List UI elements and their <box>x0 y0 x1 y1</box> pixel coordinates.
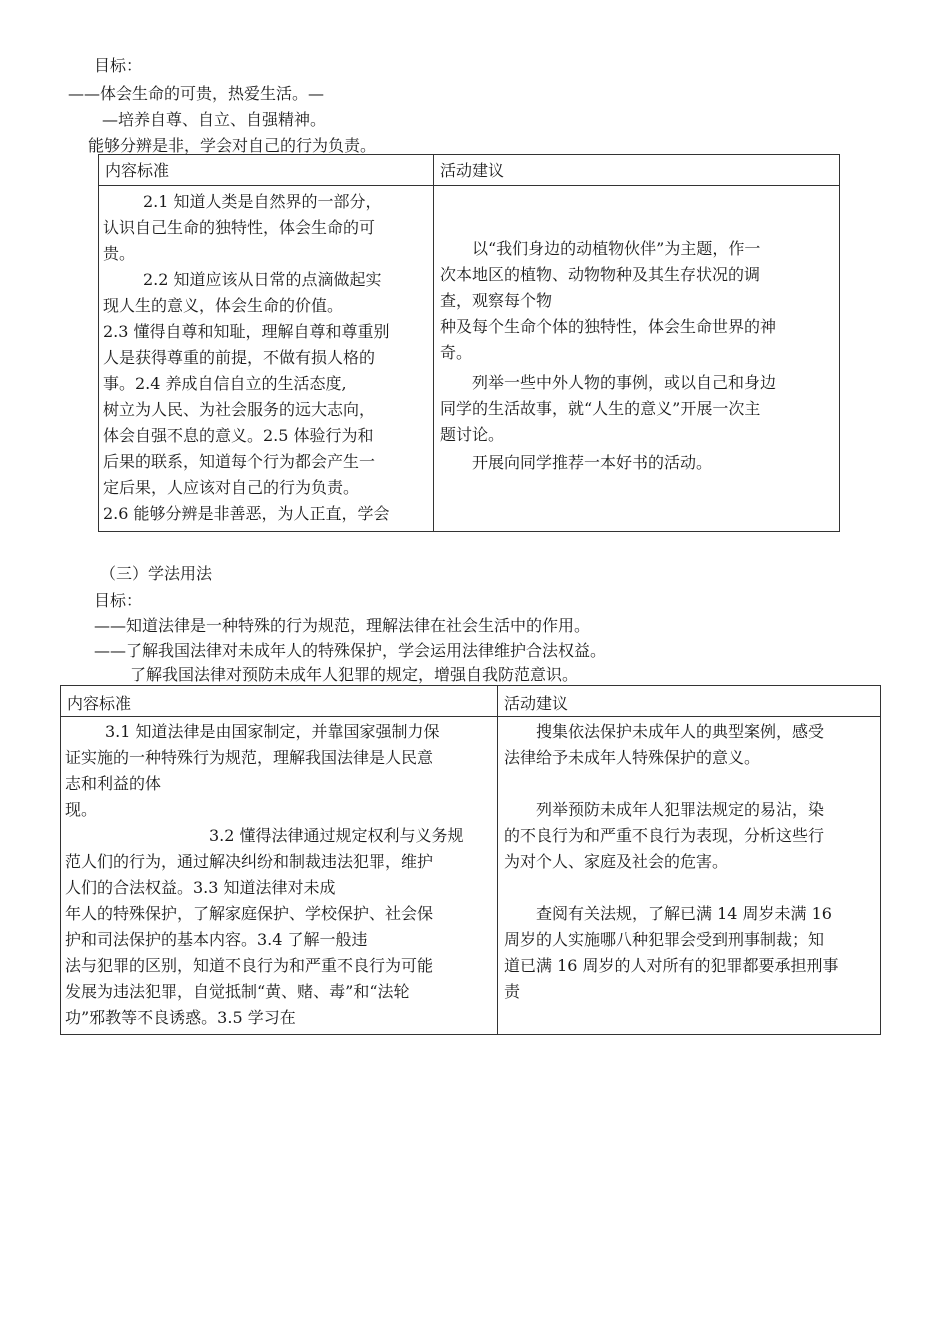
spacer <box>504 875 876 897</box>
text-line: 定后果，人应该对自己的行为负责。 <box>103 478 360 497</box>
text-line: 法与犯罪的区别，知道不良行为和严重不良行为可能 <box>65 956 434 975</box>
text-line: 贵。 <box>103 244 136 263</box>
text-line: 事。2.4 养成自信自立的生活态度, <box>103 374 347 393</box>
text-line: 年人的特殊保护，了解家庭保护、学校保护、社会保 <box>65 904 434 923</box>
text-line: 人们的合法权益。3.3 知道法律对未成 <box>65 878 336 897</box>
text-line: 人是获得尊重的前提，不做有损人格的 <box>103 348 376 367</box>
text-line: 2.1 知道人类是自然界的一部分， <box>143 192 382 211</box>
text-line: 列举一些中外人物的事例，或以自己和身边 <box>472 373 777 392</box>
column-header-content: 内容标准 <box>99 155 434 186</box>
activity-suggestion-cell <box>434 186 840 532</box>
activity-suggestion-cell <box>498 717 881 1035</box>
text-line: 2.3 懂得自尊和知耻，理解自尊和尊重别 <box>103 322 390 341</box>
text-line: 护和司法保护的基本内容。3.4 了解一般违 <box>65 930 368 949</box>
goal-item: 能够分辨是非，学会对自己的行为负责。 <box>88 136 377 155</box>
text-line: 范人们的行为，通过解决纠纷和制裁违法犯罪，维护 <box>65 852 434 871</box>
column-header-content: 内容标准 <box>61 686 498 717</box>
content-standard-cell <box>99 186 434 532</box>
text-line: 次本地区的植物、动物物种及其生存状况的调 <box>440 265 761 284</box>
text-line: 道已满 16 周岁的人对所有的犯罪都要承担刑事 <box>504 956 839 975</box>
text-line: 法律给予未成年人特殊保护的意义。 <box>504 748 761 767</box>
text-line: 后果的联系，知道每个行为都会产生一 <box>103 452 376 471</box>
goal-item: ——了解我国法律对未成年人的特殊保护，学会运用法律维护合法权益。 <box>94 641 607 660</box>
goal-item: ——知道法律是一种特殊的行为规范，理解法律在社会生活中的作用。 <box>94 616 591 635</box>
text-line: 题讨论。 <box>440 425 505 444</box>
text-line: 发展为违法犯罪，自觉抵制“黄、赌、毒”和“法轮 <box>65 982 410 1001</box>
text-line: 2.2 知道应该从日常的点滴做起实 <box>143 270 382 289</box>
spacer <box>504 771 876 793</box>
text-line: 同学的生活故事，就“人生的意义”开展一次主 <box>440 399 761 418</box>
text-line: 志和利益的体 <box>65 774 162 793</box>
text-line: 3.1 知道法律是由国家制定，并靠国家强制力保 <box>105 722 440 741</box>
column-header-activity: 活动建议 <box>498 686 881 717</box>
section-heading: （三）学法用法 <box>100 564 213 583</box>
text-line: 为对个人、家庭及社会的危害。 <box>504 852 729 871</box>
text-line: 的不良行为和严重不良行为表现，分析这些行 <box>504 826 825 845</box>
text-line: 功”邪教等不良诱惑。3.5 学习在 <box>65 1008 296 1027</box>
column-header-activity: 活动建议 <box>434 155 840 186</box>
goal-label: 目标： <box>94 56 143 75</box>
text-line: 种及每个生命个体的独特性，体会生命世界的神 <box>440 317 777 336</box>
text-line: 查，观察每个物 <box>440 291 553 310</box>
text-line: 周岁的人实施哪八种犯罪会受到刑事制裁；知 <box>504 930 825 949</box>
text-line: 以“我们身边的动植物伙伴”为主题，作一 <box>472 239 761 258</box>
text-line: 3.2 懂得法律通过规定权利与义务规 <box>209 826 464 845</box>
text-line: 现。 <box>65 800 98 819</box>
text-line: 搜集依法保护未成年人的典型案例，感受 <box>536 722 825 741</box>
text-line: 奇。 <box>440 343 473 362</box>
text-line: 认识自己生命的独特性，体会生命的可 <box>103 218 376 237</box>
text-line: 2.6 能够分辨是非善恶，为人正直，学会 <box>103 504 390 523</box>
standards-table-life <box>98 154 840 532</box>
text-line: 开展向同学推荐一本好书的活动。 <box>472 453 713 472</box>
goal-item: —培养自尊、自立、自强精神。 <box>102 110 327 129</box>
text-line: 责 <box>504 982 521 1001</box>
goal-item: 了解我国法律对预防未成年人犯罪的规定，增强自我防范意识。 <box>130 665 579 684</box>
text-line: 体会自强不息的意义。2.5 体验行为和 <box>103 426 374 445</box>
text-line: 树立为人民、为社会服务的远大志向， <box>103 400 376 419</box>
text-line: 现人生的意义，体会生命的价值。 <box>103 296 344 315</box>
goal-item: ——体会生命的可贵，热爱生活。— <box>68 84 325 103</box>
text-line: 列举预防未成年人犯罪法规定的易沾，染 <box>536 800 825 819</box>
standards-table-law <box>60 685 881 1035</box>
text-line: 证实施的一种特殊行为规范，理解我国法律是人民意 <box>65 748 434 767</box>
goal-label: 目标： <box>94 591 143 610</box>
content-standard-cell <box>61 717 498 1035</box>
text-line: 查阅有关法规，了解已满 14 周岁未满 16 <box>536 904 832 923</box>
